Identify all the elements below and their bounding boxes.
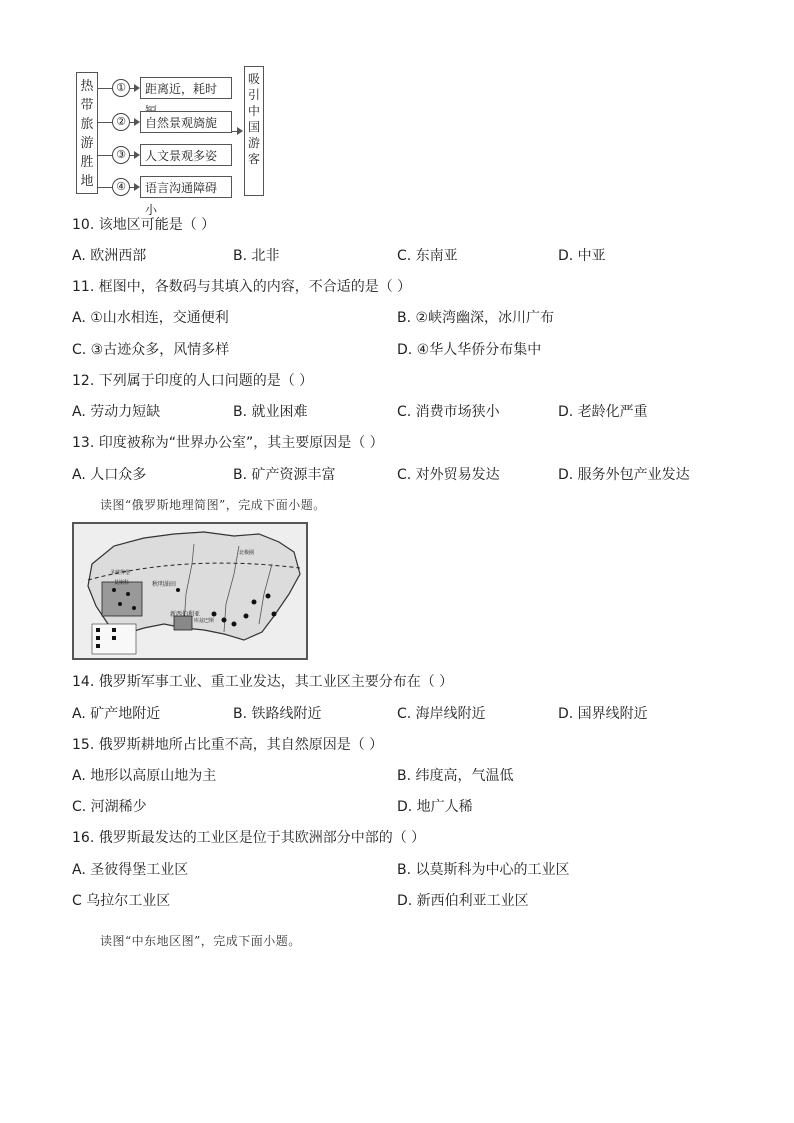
q15-option-b[interactable]: B. 纬度高，气温低 bbox=[397, 768, 514, 784]
tourism-flow-diagram bbox=[76, 66, 266, 217]
q11-option-a[interactable]: A. ①山水相连，交通便利 bbox=[72, 310, 229, 326]
q14-option-a[interactable]: A. 矿产地附近 bbox=[72, 706, 161, 722]
q13-option-c[interactable]: C. 对外贸易发达 bbox=[397, 467, 500, 483]
q16-option-b[interactable]: B. 以莫斯科为中心的工业区 bbox=[397, 862, 570, 878]
map-label-novosibirsk: 新西伯利亚 bbox=[170, 611, 201, 618]
q10-option-c[interactable]: C. 东南亚 bbox=[397, 248, 458, 264]
diagram-item-3: 人文景观多姿 bbox=[140, 144, 232, 166]
question-13-stem: 13. 印度被称为“世界办公室”，其主要原因是（ ） bbox=[72, 435, 384, 451]
q13-option-a[interactable]: A. 人口众多 bbox=[72, 467, 147, 483]
q15-option-a[interactable]: A. 地形以高原山地为主 bbox=[72, 768, 217, 784]
question-15-stem: 15. 俄罗斯耕地所占比重不高，其自然原因是（ ） bbox=[72, 737, 384, 753]
russia-map-svg bbox=[74, 524, 306, 658]
q11-option-c[interactable]: C. ③古迹众多，风情多样 bbox=[72, 342, 230, 358]
intro-russia-map: 读图“俄罗斯地理简图”，完成下面小题。 bbox=[100, 498, 326, 512]
q10-option-a[interactable]: A. 欧洲西部 bbox=[72, 248, 147, 264]
diagram-right-label: 吸引中国游客 bbox=[244, 66, 264, 196]
map-label-stpetersburg: 圣彼得堡 bbox=[110, 570, 131, 576]
q16-option-a[interactable]: A. 圣彼得堡工业区 bbox=[72, 862, 189, 878]
intro-mideast-map: 读图“中东地区图”，完成下面小题。 bbox=[100, 934, 301, 948]
q12-option-b[interactable]: B. 就业困难 bbox=[233, 404, 308, 420]
q10-option-d[interactable]: D. 中亚 bbox=[558, 248, 606, 264]
map-label-tyumen: 秋明油田 bbox=[152, 581, 177, 588]
question-11-stem: 11. 框图中，各数码与其填入的内容，不合适的是（ ） bbox=[72, 279, 412, 295]
diagram-num-2: ② bbox=[112, 113, 130, 131]
q14-option-b[interactable]: B. 铁路线附近 bbox=[233, 706, 322, 722]
diagram-item-4: 语言沟通障碍小 bbox=[140, 176, 232, 198]
q15-option-d[interactable]: D. 地广人稀 bbox=[397, 799, 473, 815]
q11-option-b[interactable]: B. ②峡湾幽深，冰川广布 bbox=[397, 310, 555, 326]
russia-map-image bbox=[72, 522, 308, 660]
q13-option-b[interactable]: B. 矿产资源丰富 bbox=[233, 467, 336, 483]
question-12-stem: 12. 下列属于印度的人口问题的是（ ） bbox=[72, 373, 314, 389]
question-14-stem: 14. 俄罗斯军事工业、重工业发达，其工业区主要分布在（ ） bbox=[72, 674, 454, 690]
q16-option-d[interactable]: D. 新西伯利亚工业区 bbox=[397, 893, 529, 909]
question-16-stem: 16. 俄罗斯最发达的工业区是位于其欧洲部分中部的（ ） bbox=[72, 830, 426, 846]
diagram-left-label: 热带旅游胜地 bbox=[76, 72, 98, 194]
map-label-kuzbass: 库兹巴斯 bbox=[194, 618, 215, 624]
q12-option-a[interactable]: A. 劳动力短缺 bbox=[72, 404, 161, 420]
map-label-moscow: 莫斯科 bbox=[114, 580, 130, 586]
diagram-num-3: ③ bbox=[112, 146, 130, 164]
question-10-stem: 10. 该地区可能是（ ） bbox=[72, 217, 216, 233]
q14-option-d[interactable]: D. 国界线附近 bbox=[558, 706, 648, 722]
diagram-item-2: 自然景观旖旎 bbox=[140, 111, 232, 133]
map-label-arctic-circle: 北极圈 bbox=[239, 550, 255, 556]
diagram-item-1: 距离近，耗时 bbox=[140, 77, 232, 99]
q10-option-b[interactable]: B. 北非 bbox=[233, 248, 280, 264]
diagram-num-4: ④ bbox=[112, 178, 130, 196]
q16-option-c[interactable]: C 乌拉尔工业区 bbox=[72, 893, 171, 909]
diagram-num-1: ① bbox=[112, 79, 130, 97]
q12-option-d[interactable]: D. 老龄化严重 bbox=[558, 404, 648, 420]
q14-option-c[interactable]: C. 海岸线附近 bbox=[397, 706, 486, 722]
q15-option-c[interactable]: C. 河湖稀少 bbox=[72, 799, 147, 815]
q11-option-d[interactable]: D. ④华人华侨分布集中 bbox=[397, 342, 542, 358]
q12-option-c[interactable]: C. 消费市场狭小 bbox=[397, 404, 500, 420]
q13-option-d[interactable]: D. 服务外包产业发达 bbox=[558, 467, 690, 483]
